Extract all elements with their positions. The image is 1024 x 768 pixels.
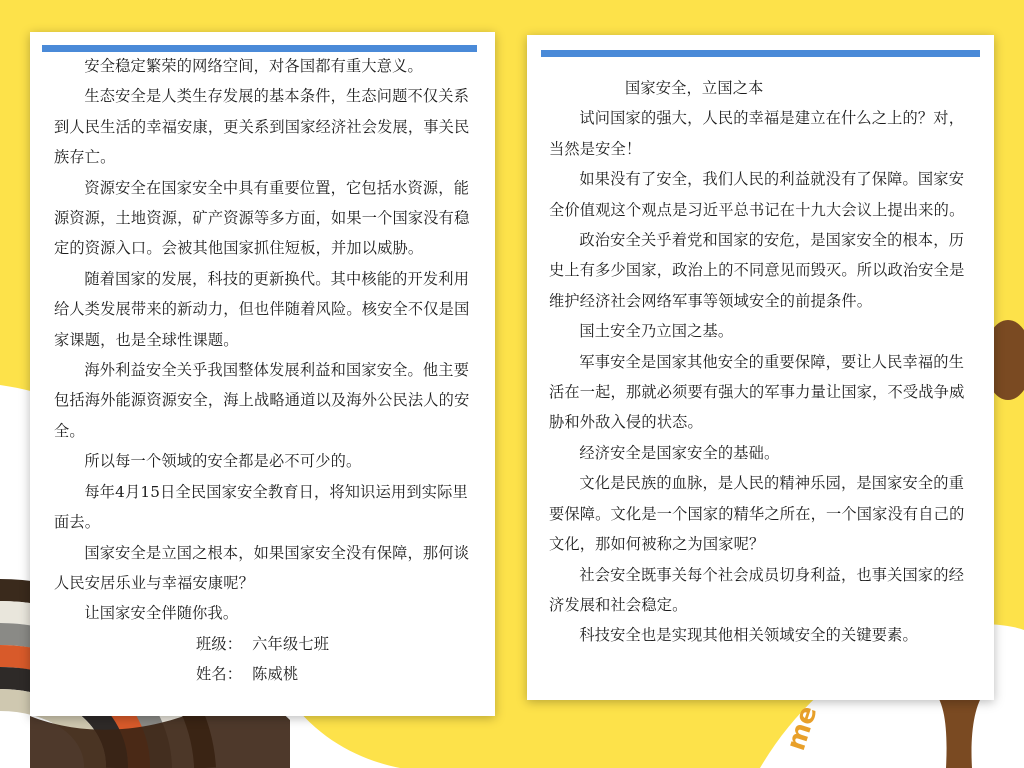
name-signature (54, 659, 474, 689)
class-value: 六年级七班 (252, 634, 330, 653)
paragraph: 生态安全是人类生存发展的基本条件，生态问题不仅关系到人民生活的幸福安康，更关系到国家经济社会发展，事关民族存亡。 (54, 87, 470, 167)
paragraph: 国家安全是立国之根本，如果国家安全没有保障，那何谈人民安居乐业与幸福安康呢？ (54, 543, 470, 592)
paragraph: 社会安全既事关每个社会成员切身利益，也事关国家的经济发展和社会稳定。 (549, 565, 965, 614)
class-signature (54, 629, 474, 659)
paragraph: 经济安全是国家安全的基础。 (579, 443, 780, 462)
essay-title: 国家安全，立国之本 (625, 79, 764, 97)
page-top-bar (541, 50, 980, 57)
paragraph: 海外利益安全关乎我国整体发展利益和国家安全。他主要包括海外能源资源安全，海上战略通道以及海外公民法人的安全。 (54, 361, 470, 440)
paragraph: 让国家安全伴随你我。 (84, 604, 239, 623)
name-label: 姓名： (196, 665, 243, 684)
paragraph: 文化是民族的血脉，是人民的精神乐园，是国家安全的重要保障。文化是一个国家的精华之所在，一个国家没有自己的文化，那如何被称之为国家呢？ (549, 474, 965, 554)
paragraph: 政治安全关乎着党和国家的安危，是国家安全的根本，历史上有多少国家，政治上的不同意见而毁灭。所以政治安全是维护经济社会网络军事等领域安全的前提条件。 (549, 231, 965, 310)
essay-text-right (549, 73, 973, 651)
name-value: 陈威桃 (252, 665, 299, 684)
paragraph: 军事安全是国家其他安全的重要保障，要让人民幸福的生活在一起，那就必须要有强大的军事力量让国家，不受战争威胁和外敌入侵的状态。 (549, 352, 965, 432)
me-lettering: me (781, 702, 824, 755)
paragraph: 随着国家的发展，科技的更新换代。其中核能的开发利用给人类发展带来的新动力，但也伴随着风险。核安全不仅是国家课题，也是全球性课题。 (54, 269, 470, 349)
essay-text-left (54, 51, 474, 690)
paragraph: 安全稳定繁荣的网络空间，对各国都有重大意义。 (84, 57, 423, 75)
class-label: 班级： (196, 634, 243, 653)
paragraph: 科技安全也是实现其他相关领域安全的关键要素。 (579, 626, 918, 645)
paragraph: 试问国家的强大，人民的幸福是建立在什么之上的？对，当然是安全！ (549, 109, 965, 158)
paragraph: 每年4月15日全民国家安全教育日，将知识运用到实际里面去。 (54, 482, 468, 532)
paragraph: 资源安全在国家安全中具有重要位置，它包括水资源，能源资源，土地资源，矿产资源等多方面，如果一个国家没有稳定的资源入口。会被其他国家抓住短板，并加以威胁。 (54, 178, 470, 258)
essay-page-right (527, 35, 994, 700)
paragraph: 国土安全乃立国之基。 (579, 322, 734, 341)
paragraph: 如果没有了安全，我们人民的利益就没有了保障。国家安全价值观这个观点是习近平总书记在十九大会议上提出来的。 (549, 170, 965, 219)
paragraph: 所以每一个领域的安全都是必不可少的。 (84, 452, 362, 471)
essay-page-left (30, 32, 495, 716)
